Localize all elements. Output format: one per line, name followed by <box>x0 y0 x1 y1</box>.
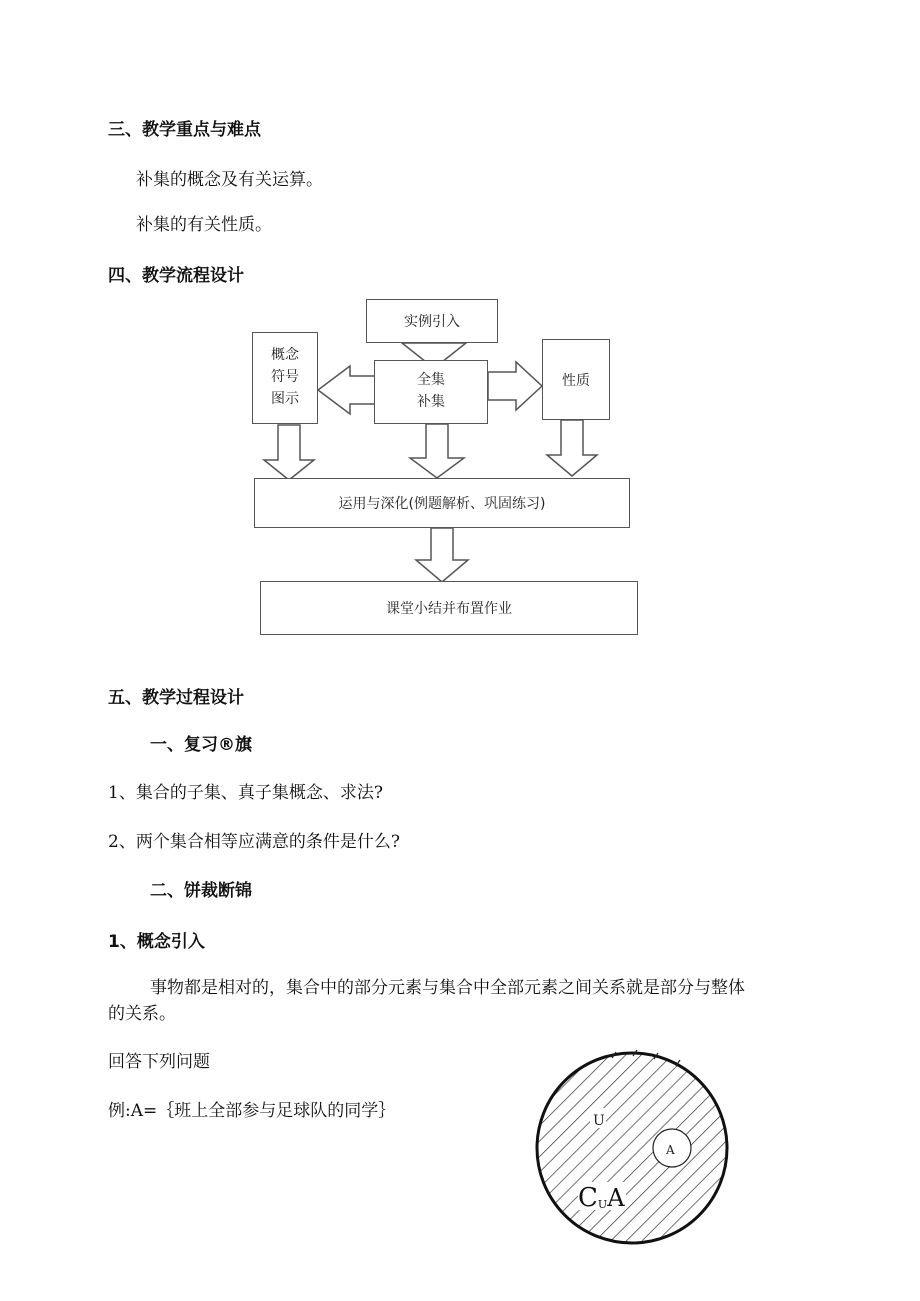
subsection-2-title: 二、饼裁断锦 <box>150 881 252 901</box>
complement-set: A <box>607 1184 625 1212</box>
flow-left-label-2: 符号 <box>271 369 299 386</box>
example-text: 例:A=｛班上全部参与足球队的同学｝ <box>108 1101 396 1121</box>
flow-right-label: 性质 <box>562 372 590 389</box>
set-a-label: A <box>666 1143 675 1157</box>
subsection-1-title: 一、复习®旗 <box>150 735 252 755</box>
review-question-2: 2、两个集合相等应满意的条件是什么? <box>108 832 400 852</box>
flow-left-label-1: 概念 <box>271 347 299 364</box>
intro-paragraph-line-2: 的关系。 <box>108 1004 176 1024</box>
complement-symbol: C <box>578 1183 598 1213</box>
universe-label: U <box>593 1113 605 1129</box>
complement-subscript: U <box>597 1198 608 1211</box>
flow-center-label-1: 全集 <box>417 372 445 389</box>
part-1-title: 1、概念引入 <box>108 932 205 952</box>
flow-left-label-3: 图示 <box>271 390 299 407</box>
flow-summary-label: 课堂小结并布置作业 <box>386 601 512 617</box>
section-5-title: 五、教学过程设计 <box>108 688 244 708</box>
section-4-title: 四、教学流程设计 <box>108 266 244 286</box>
review-question-1: 1、集合的子集、真子集概念、求法? <box>108 783 383 803</box>
intro-paragraph-line-1: 事物都是相对的，集合中的部分元素与集合中全部元素之间关系就是部分与整体 <box>150 978 745 998</box>
section-3-point-1: 补集的概念及有关运算。 <box>136 170 323 190</box>
flow-apply-label: 运用与深化(例题解析、巩固练习) <box>338 496 546 512</box>
flow-intro-label: 实例引入 <box>404 314 460 330</box>
section-3-point-2: 补集的有关性质。 <box>136 215 272 235</box>
flow-center-label-2: 补集 <box>417 394 445 410</box>
answer-prompt: 回答下列问题 <box>108 1052 210 1072</box>
section-3-title: 三、教学重点与难点 <box>108 120 261 140</box>
